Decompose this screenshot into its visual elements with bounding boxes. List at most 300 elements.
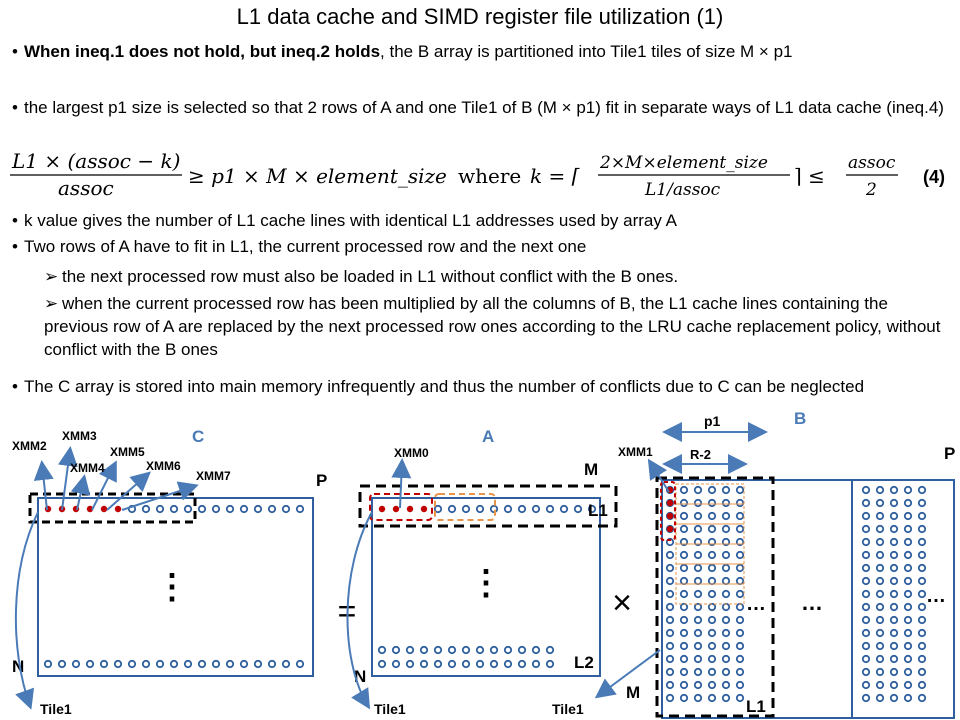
matrix-dot [491,661,497,667]
matrix-dot [519,647,525,653]
matrix-dot [667,630,673,636]
matrix-dot [863,643,869,649]
matrix-dot [695,578,701,584]
matrix-dot [667,513,673,519]
matrix-dot [709,669,715,675]
matrix-dot [255,506,261,512]
matrix-dot [463,506,469,512]
matrix-dot [905,487,911,493]
matrix-dot [709,487,715,493]
times-sign: × [612,584,632,622]
matrix-dot [891,539,897,545]
xmm2-label: XMM2 [12,439,47,453]
formula-lhs-den: assoc [58,176,114,200]
matrix-dot [227,661,233,667]
matrix-dot [723,565,729,571]
matrix-dot [877,604,883,610]
matrix-dot [891,565,897,571]
matrix-dot [905,552,911,558]
matrix-dot [393,647,399,653]
matrix-dot [379,661,385,667]
matrix-dot [297,506,303,512]
bullet-5-text: The C array is stored into main memory infrequently and thus the number of conflicts due to C can be neglected [24,377,865,396]
matrix-dot [737,552,743,558]
matrix-dot [891,630,897,636]
matrix-dot [379,506,385,512]
matrix-dot [681,695,687,701]
b-matrix-label: B [794,409,807,428]
matrix-dot [709,500,715,506]
matrix-dot [905,669,911,675]
matrix-dot [519,506,525,512]
matrix-dot [919,656,925,662]
matrix-dot [681,617,687,623]
formula-k-den: L1/assoc [645,180,721,200]
matrix-dot [681,682,687,688]
matrix-dot [227,506,233,512]
matrix-dot [737,604,743,610]
bullet-3-text: k value gives the number of L1 cache lines with identical L1 addresses used by array A [24,211,677,230]
xmm3-label: XMM3 [62,429,97,443]
matrix-dot [477,647,483,653]
matrix-dot [905,578,911,584]
matrix-dot [905,682,911,688]
matrix-dot [905,604,911,610]
matrix-dot [737,578,743,584]
a-l1-label: L1 [588,501,608,520]
matrix-dot [667,695,673,701]
bullet-2: • the largest p1 size is selected so that 2 rows of A and one Tile1 of B (M × p1) fit in separate ways of L1 data cache (ineq.4) [12,98,944,117]
matrix-dot [723,591,729,597]
matrix-dot [905,695,911,701]
matrix-dot [919,513,925,519]
matrix-dot [877,617,883,623]
matrix-dot [709,552,715,558]
matrix-dot [199,661,205,667]
matrix-dot [709,526,715,532]
matrix-dot [695,682,701,688]
matrix-a-row-first [379,506,595,512]
matrix-dot [283,661,289,667]
xmm0-arrow [400,462,402,508]
xmm4-label: XMM4 [70,461,105,475]
matrix-dot [241,506,247,512]
matrix-dot [681,669,687,675]
formula-rhs-den: 2 [866,180,877,200]
matrix-dot [863,578,869,584]
matrix-dot [269,506,275,512]
matrix-dot [891,669,897,675]
matrix-dot [695,526,701,532]
formula-where: where [458,164,522,188]
matrix-dot [695,513,701,519]
matrix-dot [667,604,673,610]
matrix-dot [877,630,883,636]
matrix-dot [695,604,701,610]
b-hdots-1: … [746,593,766,615]
b-p-label: P [944,444,956,463]
matrix-dot [737,565,743,571]
matrix-dot [185,661,191,667]
matrix-a-row-last [379,661,553,667]
matrix-dot [723,682,729,688]
matrix-dot [709,643,715,649]
matrix-dot [393,661,399,667]
matrix-dot [681,630,687,636]
matrix-dot [681,578,687,584]
matrix-dot [919,552,925,558]
matrix-dot [143,506,149,512]
matrix-dot [877,695,883,701]
matrix-dot [45,661,51,667]
a-tile1-label: Tile1 [374,701,406,717]
matrix-dot [737,500,743,506]
matrix-dot [435,647,441,653]
p1-label: p1 [704,413,721,429]
bullet-1-bold: When ineq.1 does not hold, but ineq.2 holds [24,42,381,61]
matrix-dot [891,695,897,701]
matrix-dot [709,630,715,636]
matrix-dot [863,565,869,571]
matrix-dot [905,565,911,571]
matrix-dot [905,630,911,636]
formula-k-eq: k = ⌈ [530,164,580,188]
matrix-dot [723,669,729,675]
matrix-dot [533,661,539,667]
matrix-dot [421,506,427,512]
matrix-dot [737,591,743,597]
matrix-dot [877,526,883,532]
matrix-dot [919,617,925,623]
formula-rhs-num: assoc [848,153,896,173]
matrix-dot [115,506,121,512]
matrix-dot [891,656,897,662]
matrix-dot [199,506,205,512]
matrix-dot [709,656,715,662]
matrix-dot [449,506,455,512]
matrix-dot [547,647,553,653]
c-n-label: N [12,657,25,676]
matrix-dot [463,647,469,653]
matrix-dot [737,617,743,623]
matrix-dot [407,647,413,653]
matrix-dot [723,487,729,493]
matrix-dot [477,661,483,667]
equation-number: (4) [923,167,945,187]
matrix-dot [421,647,427,653]
matrix-dot [919,682,925,688]
formula-k-close: ⌉ ≤ [794,164,825,188]
matrix-a-row-second-last [379,647,553,653]
matrix-dot [919,578,925,584]
matrix-dot [129,661,135,667]
matrix-dot [905,591,911,597]
matrix-dot [737,526,743,532]
matrix-dot [863,513,869,519]
matrix-dot [241,661,247,667]
matrix-dot [695,591,701,597]
matrix-dot [681,526,687,532]
matrix-dot [695,630,701,636]
matrix-dot [877,500,883,506]
matrix-dot [505,506,511,512]
matrix-dot [737,669,743,675]
matrix-dot [143,661,149,667]
matrix-dot [695,656,701,662]
bullet-5: • The C array is stored into main memory infrequently and thus the number of conflicts due to C can be neglected [12,377,865,396]
matrix-dot [115,661,121,667]
matrix-dot [723,617,729,623]
matrix-dot [171,661,177,667]
matrix-dot [891,643,897,649]
matrix-dot [255,661,261,667]
xmm6-label: XMM6 [146,459,181,473]
matrix-dot [919,487,925,493]
bullet-4-text: Two rows of A have to fit in L1, the current processed row and the next one [24,237,587,256]
matrix-dot [575,506,581,512]
matrix-dot [737,695,743,701]
matrix-dot [723,695,729,701]
page-title: L1 data cache and SIMD register file utilization (1) [236,4,724,29]
matrix-dot [547,506,553,512]
matrix-dot [695,552,701,558]
matrix-dot [681,591,687,597]
matrix-b-left-columns [667,487,743,701]
bullet-1: • When ineq.1 does not hold, but ineq.2 holds, the B array is partitioned into Tile1 tiles of size M × p1 [12,42,793,61]
matrix-dot [919,591,925,597]
matrix-dot [695,643,701,649]
matrix-dot [863,604,869,610]
matrix-dot [905,513,911,519]
matrix-dot [213,661,219,667]
matrix-dot [667,643,673,649]
equals-sign: = [337,593,357,629]
matrix-dot [863,552,869,558]
matrix-dot [877,552,883,558]
a-vdots: ⋮ [469,564,503,602]
matrix-dot [695,487,701,493]
c-tile1-arrow [16,512,38,706]
formula-lhs-num: L1 × (assoc − k) [12,149,181,173]
matrix-dot [667,552,673,558]
matrix-c-row-first [45,506,303,512]
bullet-4: • Two rows of A have to fit in L1, the current processed row and the next one [12,237,587,256]
matrix-dot [667,591,673,597]
matrix-dot [421,661,427,667]
matrix-dot [491,647,497,653]
matrix-dot [681,552,687,558]
matrix-dot [695,669,701,675]
matrix-dot [379,647,385,653]
matrix-dot [533,647,539,653]
matrix-dot [863,656,869,662]
matrix-dot [101,506,107,512]
matrix-dot [877,487,883,493]
b-hdots-3: … [926,585,946,607]
b-m-label: M [626,683,641,702]
matrix-dot [863,539,869,545]
matrix-dot [891,513,897,519]
matrix-dot [681,487,687,493]
matrix-dot [695,695,701,701]
matrix-dot [681,643,687,649]
matrix-dot [463,661,469,667]
matrix-dot [723,578,729,584]
matrix-dot [561,506,567,512]
matrix-dot [297,661,303,667]
matrix-dot [681,656,687,662]
matrix-dot [667,500,673,506]
a-n-label: N [354,667,367,686]
matrix-dot [877,539,883,545]
matrix-dot [891,578,897,584]
matrix-dot [73,661,79,667]
matrix-dot [667,526,673,532]
matrix-dot [891,500,897,506]
matrix-dot [269,661,275,667]
bullet-4b: ➢ when the current processed row has been multiplied by all the columns of B, the L1 cache lines containing the previous row of A are replaced by the next processed row ones according to the LRU cache replacement policy, without conflict with the B ones [44,294,941,359]
matrix-dot [709,565,715,571]
matrix-dot [667,669,673,675]
matrix-dot [667,682,673,688]
matrix-dot [863,617,869,623]
matrix-dot [407,506,413,512]
matrix-dot [723,630,729,636]
matrix-dot [723,513,729,519]
matrix-dot [681,500,687,506]
matrix-dot [283,506,289,512]
matrix-dot [709,682,715,688]
matrix-dot [681,565,687,571]
matrix-dot [101,661,107,667]
matrix-dot [737,487,743,493]
matrix-dot [723,552,729,558]
matrix-dot [519,661,525,667]
xmm7-label: XMM7 [196,469,231,483]
matrix-dot [435,661,441,667]
matrix-dot [877,682,883,688]
matrix-dot [709,617,715,623]
matrix-dot [723,604,729,610]
matrix-dot [863,669,869,675]
matrix-dot [877,591,883,597]
matrix-dot [737,513,743,519]
matrix-dot [737,643,743,649]
matrix-dot [709,591,715,597]
matrix-dot [449,647,455,653]
matrix-dot [695,500,701,506]
matrix-dot [449,661,455,667]
a-l2-label: L2 [574,653,594,672]
matrix-dot [681,604,687,610]
matrix-b-right-columns [863,487,925,701]
matrix-dot [407,661,413,667]
bullet-4b-text: when the current processed row has been multiplied by all the columns of B, the L1 cache lines containing the previous row of A are replaced by the next processed row ones according to the LRU cache replacement policy, without conflict with the B ones [44,294,941,359]
matrix-dot [877,565,883,571]
matrix-dot [695,565,701,571]
formula-k-num: 2×M×element_size [600,153,768,173]
matrix-dot [863,500,869,506]
matrix-c-row-last [45,661,303,667]
matrix-dot [919,565,925,571]
matrix-dot [891,682,897,688]
matrix-dot [723,500,729,506]
matrix-dot [905,656,911,662]
matrix-dot [863,487,869,493]
matrix-dot [723,526,729,532]
formula-middle: ≥ p1 × M × element_size [188,164,447,188]
c-tile1-label: Tile1 [40,701,72,717]
matrix-dot [737,682,743,688]
matrix-dot [877,669,883,675]
matrix-dot [919,630,925,636]
matrix-dot [87,661,93,667]
matrix-dot [877,643,883,649]
matrix-dot [891,526,897,532]
matrix-dot [905,500,911,506]
bullet-2-text: the largest p1 size is selected so that 2 rows of A and one Tile1 of B (M × p1) fit in separate ways of L1 data cache (ineq.4) [24,98,944,117]
matrix-dot [505,647,511,653]
matrix-dot [919,539,925,545]
matrix-dot [709,513,715,519]
r2-label: R-2 [690,447,711,462]
matrix-dot [877,656,883,662]
matrix-dot [393,506,399,512]
matrix-dot [737,630,743,636]
matrix-dot [863,630,869,636]
matrix-dot [723,643,729,649]
xmm5-label: XMM5 [110,445,145,459]
matrix-dot [709,695,715,701]
b-l1-label: L1 [746,697,766,716]
matrix-dot [863,682,869,688]
matrix-dot [905,539,911,545]
xmm1-label: XMM1 [618,445,653,459]
b-hdots-2: … [801,590,823,615]
matrix-dot [919,500,925,506]
matrix-dot [709,578,715,584]
b-tile1-label: Tile1 [552,701,584,717]
matrix-dot [863,591,869,597]
matrix-dot [667,578,673,584]
matrix-dot [709,604,715,610]
matrix-dot [667,656,673,662]
bullet-4a: ➢ the next processed row must also be loaded in L1 without conflict with the B ones. [44,267,679,286]
matrix-dot [905,617,911,623]
matrix-dot [157,506,163,512]
matrix-dot [723,656,729,662]
matrix-dot [213,506,219,512]
matrix-dot [157,661,163,667]
matrix-dot [547,661,553,667]
matrix-dot [877,578,883,584]
matrix-dot [919,695,925,701]
matrix-dot [59,661,65,667]
matrix-dot [877,513,883,519]
xmm0-label: XMM0 [394,446,429,460]
matrix-dot [185,506,191,512]
matrix-dot [737,656,743,662]
matrix-dot [695,617,701,623]
matrix-dot [171,506,177,512]
matrix-dot [863,526,869,532]
matrix-dot [891,591,897,597]
matrix-dot [905,643,911,649]
a-matrix-label: A [482,427,495,446]
c-vdots: ⋮ [155,568,189,606]
matrix-dot [905,526,911,532]
matrix-dot [891,617,897,623]
